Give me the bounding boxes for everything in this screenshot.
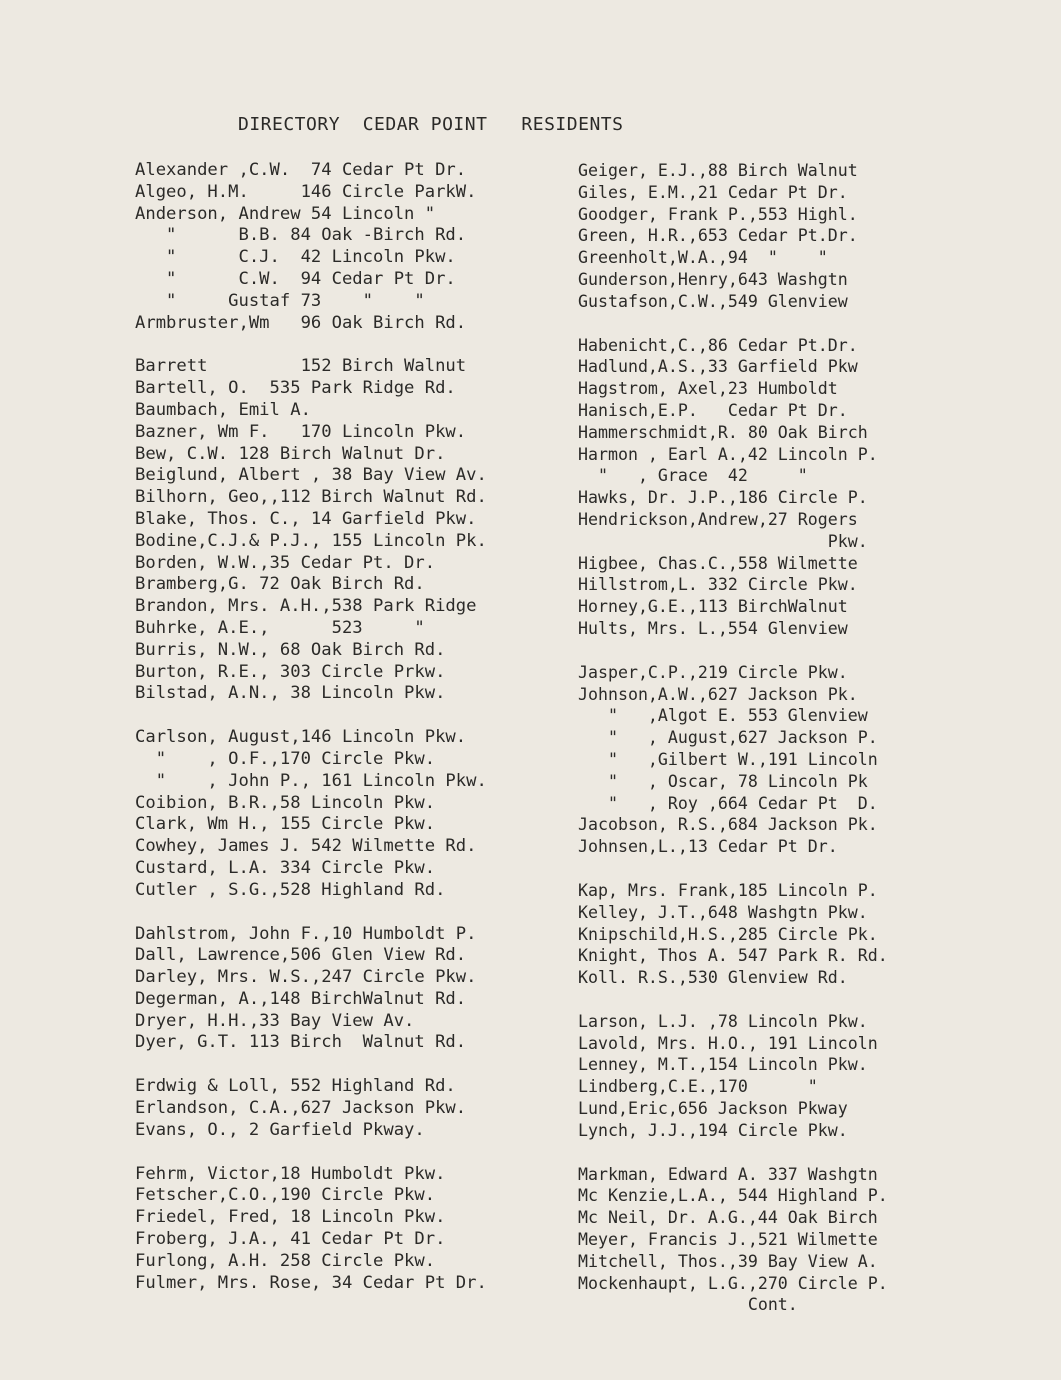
directory-entry: Hammerschmidt,R. 80 Oak Birch (578, 422, 868, 442)
directory-entry: " ,Gilbert W.,191 Lincoln (578, 749, 878, 769)
directory-entry: Higbee, Chas.C.,558 Wilmette (578, 553, 858, 573)
directory-entry: Kelley, J.T.,648 Washgtn Pkw. (578, 902, 868, 922)
directory-letter-group (135, 1076, 575, 1141)
directory-entry: Borden, W.W.,35 Cedar Pt. Dr. (135, 552, 436, 573)
directory-letter-group (578, 662, 978, 858)
directory-entry: Barrett 152 Birch Walnut (135, 356, 467, 377)
directory-entry: " Gustaf 73 " " (135, 290, 425, 311)
directory-entry: Mockenhaupt, L.G.,270 Circle P. (578, 1273, 888, 1293)
directory-entry: Burton, R.E., 303 Circle Prkw. (135, 661, 446, 682)
directory-entry: Lynch, J.J.,194 Circle Pkw. (578, 1120, 848, 1140)
directory-entry: Hawks, Dr. J.P.,186 Circle P. (578, 488, 868, 508)
directory-entry: Hendrickson,Andrew,27 Rogers (578, 509, 858, 529)
directory-entry: Meyer, Francis J.,521 Wilmette (578, 1230, 878, 1250)
directory-entry: " , August,627 Jackson P. (578, 728, 878, 748)
directory-entry: Beiglund, Albert , 38 Bay View Av. (135, 465, 487, 486)
directory-letter-group (578, 880, 978, 989)
directory-entry: Custard, L.A. 334 Circle Pkw. (135, 857, 436, 878)
directory-entry: Knight, Thos A. 547 Park R. Rd. (578, 946, 888, 966)
directory-entry: Evans, O., 2 Garfield Pkway. (135, 1119, 425, 1140)
directory-entry: Froberg, J.A., 41 Cedar Pt Dr. (135, 1229, 446, 1250)
directory-entry: Dall, Lawrence,506 Glen View Rd. (135, 945, 467, 966)
directory-entry: Hagstrom, Axel,23 Humboldt (578, 379, 838, 399)
directory-letter-group (578, 335, 978, 640)
directory-entry: Lavold, Mrs. H.O., 191 Lincoln (578, 1033, 878, 1053)
directory-entry: Bazner, Wm F. 170 Lincoln Pkw. (135, 421, 467, 442)
directory-entry: Gustafson,C.W.,549 Glenview (578, 291, 848, 311)
directory-entry: Jasper,C.P.,219 Circle Pkw. (578, 662, 848, 682)
directory-entry: Horney,G.E.,113 BirchWalnut (578, 597, 848, 617)
directory-entry: Fetscher,C.O.,190 Circle Pkw. (135, 1185, 436, 1206)
directory-entry: Degerman, A.,148 BirchWalnut Rd. (135, 988, 467, 1009)
directory-entry: Goodger, Frank P.,553 Highl. (578, 204, 858, 224)
directory-entry: Buhrke, A.E., 523 " (135, 617, 425, 638)
directory-entry: Erlandson, C.A.,627 Jackson Pkw. (135, 1098, 467, 1119)
directory-entry: Markman, Edward A. 337 Washgtn (578, 1164, 878, 1184)
directory-entry: " C.W. 94 Cedar Pt Dr. (135, 268, 456, 289)
directory-entry: Fulmer, Mrs. Rose, 34 Cedar Pt Dr. (135, 1272, 487, 1293)
directory-entry: Gunderson,Henry,643 Washgtn (578, 269, 848, 289)
directory-letter-group (578, 1164, 978, 1317)
directory-entry: Kap, Mrs. Frank,185 Lincoln P. (578, 880, 878, 900)
directory-entry: Cont. (578, 1295, 798, 1315)
directory-entry: Harmon , Earl A.,42 Lincoln P. (578, 444, 878, 464)
directory-entry: Bodine,C.J.& P.J., 155 Lincoln Pk. (135, 530, 487, 551)
directory-letter-group (578, 1011, 978, 1142)
directory-entry: Lund,Eric,656 Jackson Pkway (578, 1099, 848, 1119)
directory-entry: Fehrm, Victor,18 Humboldt Pkw. (135, 1163, 446, 1184)
right-column (578, 160, 978, 1338)
directory-entry: Hults, Mrs. L.,554 Glenview (578, 618, 848, 638)
directory-entry: " , Roy ,664 Cedar Pt D. (578, 793, 878, 813)
directory-entry: Habenicht,C.,86 Cedar Pt.Dr. (578, 335, 858, 355)
directory-entry: Carlson, August,146 Lincoln Pkw. (135, 727, 467, 748)
directory-entry: Coibion, B.R.,58 Lincoln Pkw. (135, 792, 436, 813)
directory-entry: Clark, Wm H., 155 Circle Pkw. (135, 814, 436, 835)
directory-entry: Greenholt,W.A.,94 " " (578, 248, 828, 268)
left-column (135, 160, 575, 1316)
directory-entry: " , Grace 42 " (578, 466, 808, 486)
directory-entry: " , John P., 161 Lincoln Pkw. (135, 770, 487, 791)
directory-entry: Johnsen,L.,13 Cedar Pt Dr. (578, 837, 838, 857)
directory-entry: Darley, Mrs. W.S.,247 Circle Pkw. (135, 967, 477, 988)
directory-entry: " , O.F.,170 Circle Pkw. (135, 748, 436, 769)
page-title: DIRECTORY CEDAR POINT RESIDENTS (238, 114, 624, 135)
directory-entry: Dahlstrom, John F.,10 Humboldt P. (135, 923, 477, 944)
directory-entry: Cutler , S.G.,528 Highland Rd. (135, 879, 446, 900)
directory-entry: Lenney, M.T.,154 Lincoln Pkw. (578, 1055, 868, 1075)
directory-entry: Brandon, Mrs. A.H.,538 Park Ridge (135, 596, 477, 617)
directory-entry: Armbruster,Wm 96 Oak Birch Rd. (135, 312, 467, 333)
directory-entry: Blake, Thos. C., 14 Garfield Pkw. (135, 508, 477, 529)
directory-entry: Mc Kenzie,L.A., 544 Highland P. (578, 1186, 888, 1206)
directory-letter-group (135, 727, 575, 901)
directory-entry: Dryer, H.H.,33 Bay View Av. (135, 1010, 415, 1031)
directory-entry: Lindberg,C.E.,170 " (578, 1077, 818, 1097)
directory-entry: " B.B. 84 Oak -Birch Rd. (135, 225, 467, 246)
directory-entry: Knipschild,H.S.,285 Circle Pk. (578, 924, 878, 944)
directory-entry: Anderson, Andrew 54 Lincoln " (135, 203, 436, 224)
directory-letter-group (135, 924, 575, 1055)
directory-entry: Larson, L.J. ,78 Lincoln Pkw. (578, 1011, 868, 1031)
directory-entry: Alexander ,C.W. 74 Cedar Pt Dr. (135, 160, 467, 180)
directory-entry: Pkw. (578, 531, 868, 551)
directory-entry: Algeo, H.M. 146 Circle ParkW. (135, 181, 477, 202)
directory-entry: Bilhorn, Geo,,112 Birch Walnut Rd. (135, 487, 487, 508)
directory-entry: Geiger, E.J.,88 Birch Walnut (578, 161, 858, 180)
directory-entry: Friedel, Fred, 18 Lincoln Pkw. (135, 1207, 446, 1228)
directory-entry: Hillstrom,L. 332 Circle Pkw. (578, 575, 858, 595)
directory-entry: Burris, N.W., 68 Oak Birch Rd. (135, 639, 446, 660)
directory-entry: Erdwig & Loll, 552 Highland Rd. (135, 1076, 456, 1097)
directory-letter-group (135, 160, 575, 334)
directory-entry: Baumbach, Emil A. (135, 399, 311, 420)
directory-entry: Bartell, O. 535 Park Ridge Rd. (135, 378, 456, 399)
directory-entry: Hadlund,A.S.,33 Garfield Pkw (578, 357, 858, 377)
directory-entry: " ,Algot E. 553 Glenview (578, 706, 868, 726)
directory-entry: Giles, E.M.,21 Cedar Pt Dr. (578, 182, 848, 202)
directory-entry: Dyer, G.T. 113 Birch Walnut Rd. (135, 1032, 467, 1053)
directory-entry: Cowhey, James J. 542 Wilmette Rd. (135, 836, 477, 857)
directory-entry: Bramberg,G. 72 Oak Birch Rd. (135, 574, 425, 595)
directory-entry: Johnson,A.W.,627 Jackson Pk. (578, 684, 858, 704)
directory-entry: Koll. R.S.,530 Glenview Rd. (578, 968, 848, 988)
directory-letter-group (135, 356, 575, 705)
directory-entry: Mitchell, Thos.,39 Bay View A. (578, 1251, 878, 1271)
directory-entry: Jacobson, R.S.,684 Jackson Pk. (578, 815, 878, 835)
directory-letter-group (578, 160, 978, 313)
directory-entry: Bew, C.W. 128 Birch Walnut Dr. (135, 443, 446, 464)
directory-entry: Furlong, A.H. 258 Circle Pkw. (135, 1250, 436, 1271)
directory-entry: Bilstad, A.N., 38 Lincoln Pkw. (135, 683, 446, 704)
directory-entry: Mc Neil, Dr. A.G.,44 Oak Birch (578, 1208, 878, 1228)
directory-entry: " C.J. 42 Lincoln Pkw. (135, 247, 456, 268)
directory-entry: Green, H.R.,653 Cedar Pt.Dr. (578, 226, 858, 246)
directory-letter-group (135, 1164, 575, 1295)
directory-entry: Hanisch,E.P. Cedar Pt Dr. (578, 400, 848, 420)
directory-entry: " , Oscar, 78 Lincoln Pk (578, 771, 868, 791)
